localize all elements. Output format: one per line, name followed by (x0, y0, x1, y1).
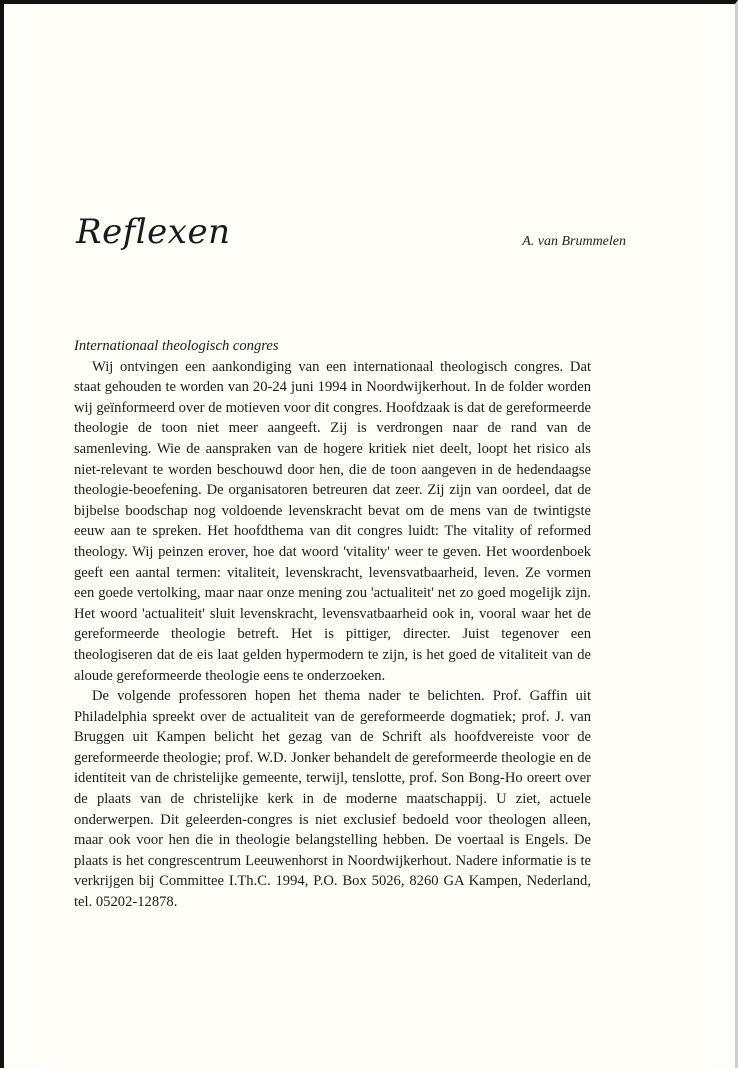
page-title: Reflexen (76, 212, 231, 252)
author-name: A. van Brummelen (522, 234, 626, 249)
paragraph-1: Wij ontvingen een aankondiging van een internationaal theologisch congres. Dat staat gehouden te worden van 20-24 juni 1994 in Noordwijkerhout. In de folder worden wij geïnformeerd over de motieven voor dit congres. Hoofdzaak is dat de gereformeerde theologie de toon niet meer aangeeft. Zij is verdrongen naar de rand van de samenleving. Wie de aanspraken van de hogere kritiek niet deelt, loopt het risico als niet-relevant te worden beschouwd door hen, die de toon aangeven in de hedendaagse theologie-beoefening. De organisatoren betreuren dat zeer. Zij zijn van oordeel, dat de bijbelse boodschap nog voldoende levenskracht bevat om de mens van de twintigste eeuw aan te spreken. Het hoofdthema van dit congres luidt: The vitality of reformed theology. Wij peinzen erover, hoe dat woord 'vitality' weer te geven. Het woordenboek geeft een aantal termen: vitaliteit, levenskracht, levensvatbaarheid, leven. Ze vormen een goede vertolking, maar naar onze mening zou 'actualiteit' net zo goed mogelijk zijn. Het woord 'actualiteit' sluit levenskracht, levensvatbaarheid ook in, vooral waar het de gereformeerde theologie betreft. Het is pittiger, directer. Juist tegenover een theologiseren dat de eis laat gelden hypermodern te zijn, is het goed de vitaliteit van de aloude gereformeerde theologie eens te onderzoeken. (74, 358, 591, 684)
section-heading: Internationaal theologisch congres (74, 338, 279, 354)
page-header (76, 212, 626, 272)
article-body (74, 336, 591, 913)
paragraph-2: De volgende professoren hopen het thema nader te belichten. Prof. Gaffin uit Philadelphia spreekt over de actualiteit van de gereformeerde dogmatiek; prof. J. van Bruggen uit Kampen belicht het gezag van de Schrift als hoofdvereiste voor de gereformeerde theologie; prof. W.D. Jonker behandelt de gereformeerde theologie en de identiteit van de christelijke gemeente, terwijl, tenslotte, prof. Son Bong-Ho oreert over de plaats van de christelijke kerk in de moderne maatschappij. U ziet, actuele onderwerpen. Dit geleerden-congres is niet exclusief bedoeld voor theologen alleen, maar ook voor hen die in theologie belangstelling hebben. De voertaal is Engels. De plaats is het congrescentrum Leeuwenhorst in Noordwijkerhout. Nadere informatie is te verkrijgen bij Committee I.Th.C. 1994, P.O. Box 5026, 8260 GA Kampen, Nederland, tel. 05202-12878. (74, 688, 591, 911)
